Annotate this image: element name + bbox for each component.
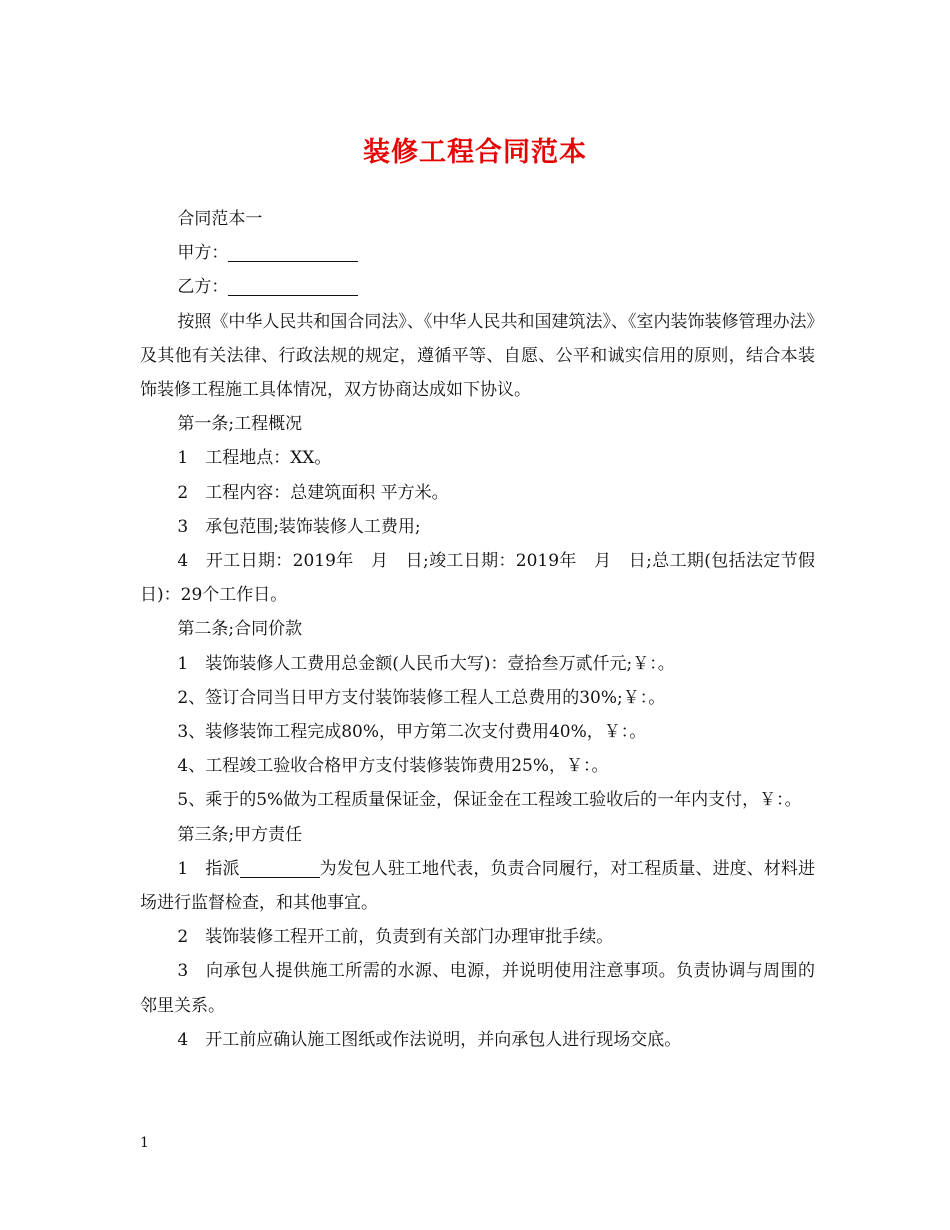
party-b-blank — [228, 294, 358, 296]
article-1-item: 1 工程地点：XX。 — [177, 448, 332, 469]
article-3-item — [140, 852, 815, 920]
article-2-heading: 第二条;合同价款 — [177, 619, 303, 640]
party-a-blank — [228, 260, 358, 262]
article-1-item: 4 开工日期：2019年 月 日;竣工日期：2019年 月 日;总工期(包括法定节假日)：29个工作日。 — [140, 551, 815, 606]
article-1-item: 3 承包范围;装饰装修人工费用; — [177, 516, 421, 537]
article-3-item: 4 开工前应确认施工图纸或作法说明，并向承包人进行现场交底。 — [177, 1029, 682, 1050]
article-1-heading: 第一条;工程概况 — [177, 414, 303, 435]
party-a-label: 甲方： — [177, 243, 229, 264]
article-3-item-1-prefix: 1 指派 — [177, 858, 240, 879]
article-2-item: 3、装修装饰工程完成80%，甲方第二次支付费用40%，￥：。 — [177, 722, 647, 743]
intro-paragraph: 按照《中华人民共和国合同法》、《中华人民共和国建筑法》、《室内装饰装修管理办法》及其他有关法律、行政法规的规定，遵循平等、自愿、公平和诚实信用的原则，结合本装饰装修工程施工具体情况，双方协商达成如下协议。 — [140, 311, 815, 401]
party-b-line — [140, 270, 815, 304]
article-3-heading: 第三条;甲方责任 — [177, 824, 303, 845]
article-3-item-1-suffix: 为发包人驻工地代表，负责合同履行，对工程质量、进度、材料进场进行监督检查，和其他事宜。 — [140, 858, 815, 914]
document-body — [140, 202, 815, 1057]
article-2-item: 1 装饰装修人工费用总金额(人民币大写)：壹拾叁万贰仟元;￥：。 — [177, 653, 675, 674]
page-number: 1 — [140, 1135, 149, 1151]
representative-blank — [240, 876, 320, 878]
party-a-line — [140, 236, 815, 270]
document-title: 装修工程合同范本 — [363, 137, 587, 168]
party-b-label: 乙方： — [177, 277, 229, 298]
article-3-item: 2 装饰装修工程开工前，负责到有关部门办理审批手续。 — [177, 927, 614, 948]
contract-sample-label: 合同范本一 — [177, 209, 263, 229]
article-3-item: 3 向承包人提供施工所需的水源、电源，并说明使用注意事项。负责协调与周围的邻里关系。 — [140, 961, 815, 1016]
article-2-item: 2、签订合同当日甲方支付装饰装修工程人工总费用的30%;￥：。 — [177, 687, 666, 708]
article-1-item: 2 工程内容：总建筑面积 平方米。 — [177, 482, 449, 503]
article-2-item: 4、工程竣工验收合格甲方支付装修装饰费用25%，￥：。 — [177, 756, 609, 777]
article-2-item: 5、乘于的5%做为工程质量保证金，保证金在工程竣工验收后的一年内支付，￥：。 — [177, 790, 802, 811]
